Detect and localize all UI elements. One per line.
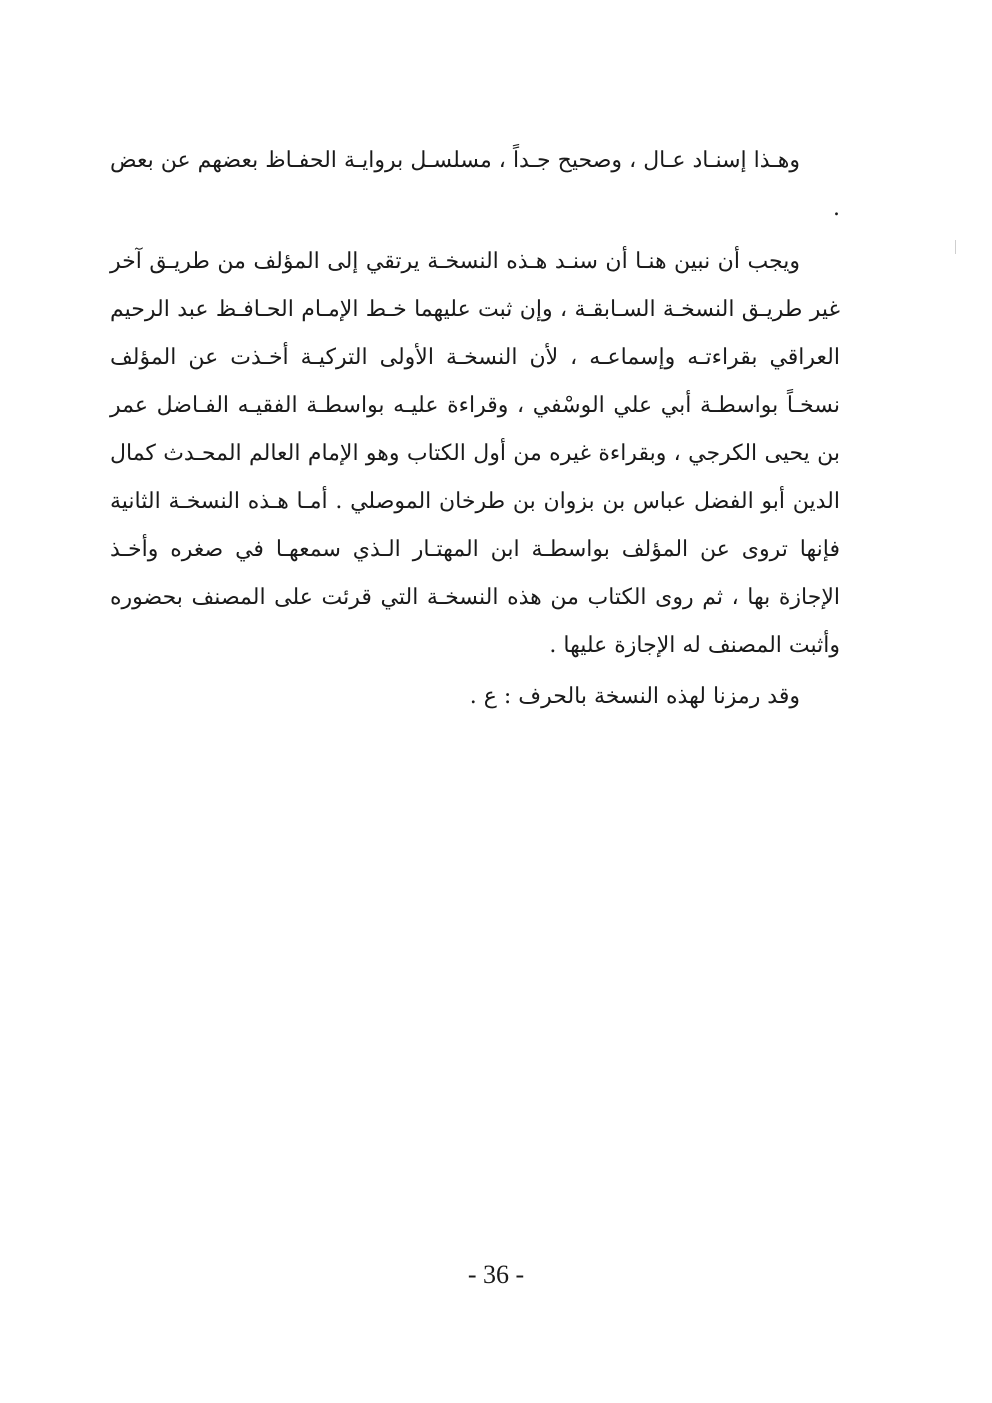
- paragraph-symbol-note: [110, 673, 840, 721]
- paragraph-manuscript-chain: [110, 238, 840, 670]
- paragraph-isnad: [110, 137, 840, 233]
- margin-mark: [955, 240, 956, 254]
- page-number: - 36 -: [467, 1260, 525, 1289]
- paragraph-text: ويجب أن نبين هنـا أن سنـد هـذه النسخـة يرتقي إلى المؤلف من طريـق آخر غير طريـق النسخـة السـابقـة ، وإن ثبت عليهما خـط الإمـام الحـافـظ عبد الرحيم العراقي بقراءتـه وإسماعـه ، لأن النسخـة الأولى التركيـة أخـذت عن المؤلف نسخـاً بواسطـة أبي علي الوسْفي ، وقراءة عليـه بواسطـة الفقيـه الفـاضل عمر بن يحيى الكرجي ، وبقراءة غيره من أول الكتاب وهو الإمام العالم المحـدث كمال الدين أبو الفضل عباس بن بزوان بن طرخان الموصلي . أمـا هـذه النسخـة الثانية فإنها تروى عن المؤلف بواسطـة ابن المهتـار الـذي سمعهـا في صغره وأخـذ الإجازة بها ، ثم روى الكتاب من هذه النسخـة التي قرئت على المصنف بحضوره وأثبت المصنف له الإجازة عليها .: [110, 249, 840, 658]
- paragraph-text: وقد رمزنا لهذه النسخة بالحرف : ع .: [469, 684, 800, 709]
- paragraph-text: وهـذا إسنـاد عـال ، وصحيح جـداً ، مسلسـل بروايـة الحفـاظ بعضهم عن بعض .: [110, 148, 840, 221]
